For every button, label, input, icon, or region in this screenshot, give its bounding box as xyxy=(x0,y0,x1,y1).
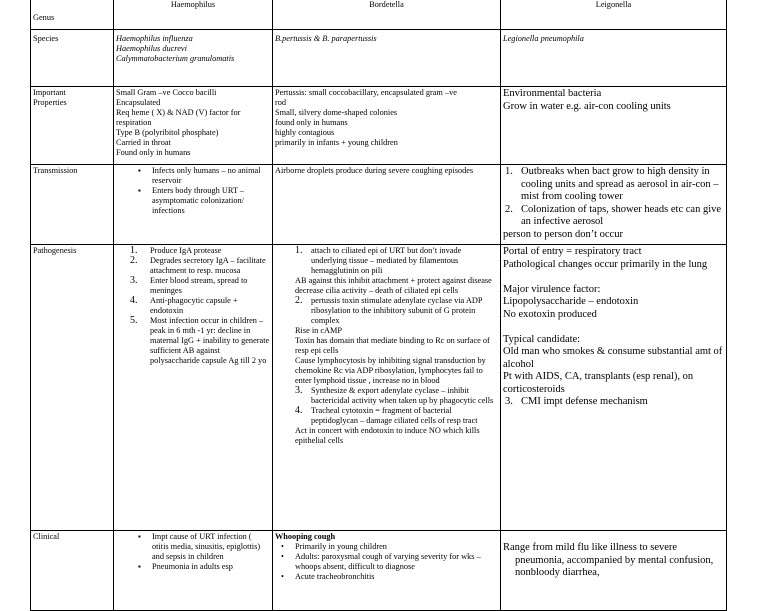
list-item: 2. pertussis toxin stimulate adenylate cyclase via ADP ribosylation to the inhibitory subunit of G protein complex xyxy=(295,295,483,325)
list-item: ▪ Impt cause of URT infection ( otitis media, sinusitis, epiglottis) and sepsis in children xyxy=(116,532,270,562)
list-item: • Adults: paroxysmal cough of varying severity for wks – whoops absent, difficult to diagnose xyxy=(275,552,498,572)
pathogenesis-legionella: Portal of entry = respiratory tract Pathological changes occur primarily in the lung Major virulence factor: Lipopolysaccharide – endotoxin No exotoxin produced Typical candidate: Old man who smokes & consume substantial amt of alcohol Pt with AIDS, CA, transplants (esp renal), on corticosteroids 3. CMI impt defense mechanism xyxy=(501,245,727,531)
transmission-haemophilus xyxy=(114,165,273,245)
properties-legionella: Environmental bacteria Grow in water e.g. air-con cooling units xyxy=(501,87,727,165)
list-item: 3. Enter blood stream, spread to meninges xyxy=(130,275,248,295)
clinical-label: Clinical xyxy=(31,531,114,611)
list-item: 2. Colonization of taps, shower heads etc can give an infective aerosol xyxy=(505,203,722,227)
properties-label: Important Properties xyxy=(31,87,114,165)
list-item: 4. Anti-phagocytic capsule + endotoxin xyxy=(130,295,238,315)
header-bordetella: Bordetella xyxy=(273,0,501,30)
whooping-cough-title: Whooping cough xyxy=(275,532,336,541)
transmission-bordetella: Airborne droplets produce during severe coughing episodes xyxy=(273,165,501,245)
properties-bordetella: Pertussis: small coccobacillary, encapsulated gram –ve rod Small, silvery dome-shaped colonies found only in humans highly contagious primarily in infants + young children xyxy=(273,87,501,165)
list-item: ▪ Infects only humans – no animal reservoir xyxy=(116,166,270,186)
species-label: Species xyxy=(31,30,114,87)
transmission-row xyxy=(31,165,727,245)
list-item: • Primarily in young children xyxy=(275,542,498,552)
header-row xyxy=(31,0,727,30)
clinical-legionella: Range from mild flu like illness to severe pneumonia, accompanied by mental confusion, nonbloody diarrhea, xyxy=(501,531,727,611)
list-item: 3. Synthesize & export adenylate cyclase – inhibit bactericidal activity when taken up by phagocytic cells xyxy=(295,385,494,405)
header-haemophilus: Haemophilus xyxy=(114,0,273,30)
list-item: ▪ Pneumonia in adults esp xyxy=(116,562,270,572)
list-item: 1. Produce IgA protease xyxy=(130,245,222,256)
species-legionella: Legionella pneumophila xyxy=(501,30,727,87)
list-item: 3. CMI impt defense mechanism xyxy=(505,396,648,407)
list-item: 1. Outbreaks when bact grow to high density in cooling units and spread as aerosol in air-con – mist from cooling tower xyxy=(505,166,719,202)
list-item: ▪ Enters body through URT – asymptomatic colonization/ infections xyxy=(116,186,270,216)
list-item: 1. attach to ciliated epi of URT but don’t invade underlying tissue – mediated by filamentous hemagglutinin on pili xyxy=(295,245,462,275)
clinical-row xyxy=(31,531,727,611)
transmission-legionella: 1. Outbreaks when bact grow to high density in cooling units and spread as aerosol in air-con – mist from cooling tower 2. Colonization of taps, shower heads etc can give an infective aerosol person to person don’t occur xyxy=(501,165,727,245)
clinical-bordetella xyxy=(273,531,501,611)
list-item: 4. Tracheal cytotoxin = fragment of bacterial peptidoglycan – damage ciliated cells of resp tract xyxy=(295,405,478,425)
pathogenesis-haemophilus xyxy=(114,245,273,531)
comparison-table xyxy=(30,0,727,611)
species-haemophilus: Haemophilus influenza Haemophilus ducrevi Calymmatobacterium granulomatis xyxy=(114,30,273,87)
properties-row xyxy=(31,87,727,165)
list-item: 5. Most infection occur in children – peak in 6 mth -1 yr: decline in maternal IgG + inability to generate sufficient AB against polysaccharide capsule Ag till 2 yo xyxy=(130,315,270,365)
list-item: 2. Degrades secretory IgA – facilitate attachment to resp. mucosa xyxy=(130,255,266,275)
header-genus: Genus xyxy=(31,0,114,30)
list-item: • Acute tracheobronchitis xyxy=(275,572,498,582)
species-bordetella: B.pertussis & B. parapertussis xyxy=(273,30,501,87)
transmission-label: Transmission xyxy=(31,165,114,245)
header-legionella: Leigonella xyxy=(501,0,727,30)
properties-haemophilus: Small Gram –ve Cocco bacilli Encapsulated Req heme ( X) & NAD (V) factor for respiration Type B (polyribitol phosphate) Carried in throat Found only in humans xyxy=(114,87,273,165)
clinical-haemophilus xyxy=(114,531,273,611)
pathogenesis-label: Pathogenesis xyxy=(31,245,114,531)
pathogenesis-row xyxy=(31,245,727,531)
pathogenesis-bordetella: 1. attach to ciliated epi of URT but don’t invade underlying tissue – mediated by filamentous hemagglutinin on pili AB against this inhibit attachment + protect against disease decrease cilia activity – death of ciliated epi cells 2. pertussis toxin stimulate adenylate cyclase via ADP ribosylation to the inhibitory subunit of G protein complex Rise in cAMP Toxin has domain that mediate binding to Rc on surface of resp epi cells Cause lymphocytosis by inhibiting signal transduction by chemokine Rc via ADP ribosylation, lymphocytes fail to enter lymphoid tissue , increase no in blood 3. Synthesize & export adenylate cyclase – inhibit bactericidal activity when taken up by phagocytic cells 4. Tracheal cytotoxin = fragment of bacterial peptidoglycan – damage ciliated cells of resp tract Act in concert with endotoxin to induce NO which kills epithelial cells xyxy=(273,245,501,531)
species-row xyxy=(31,30,727,87)
